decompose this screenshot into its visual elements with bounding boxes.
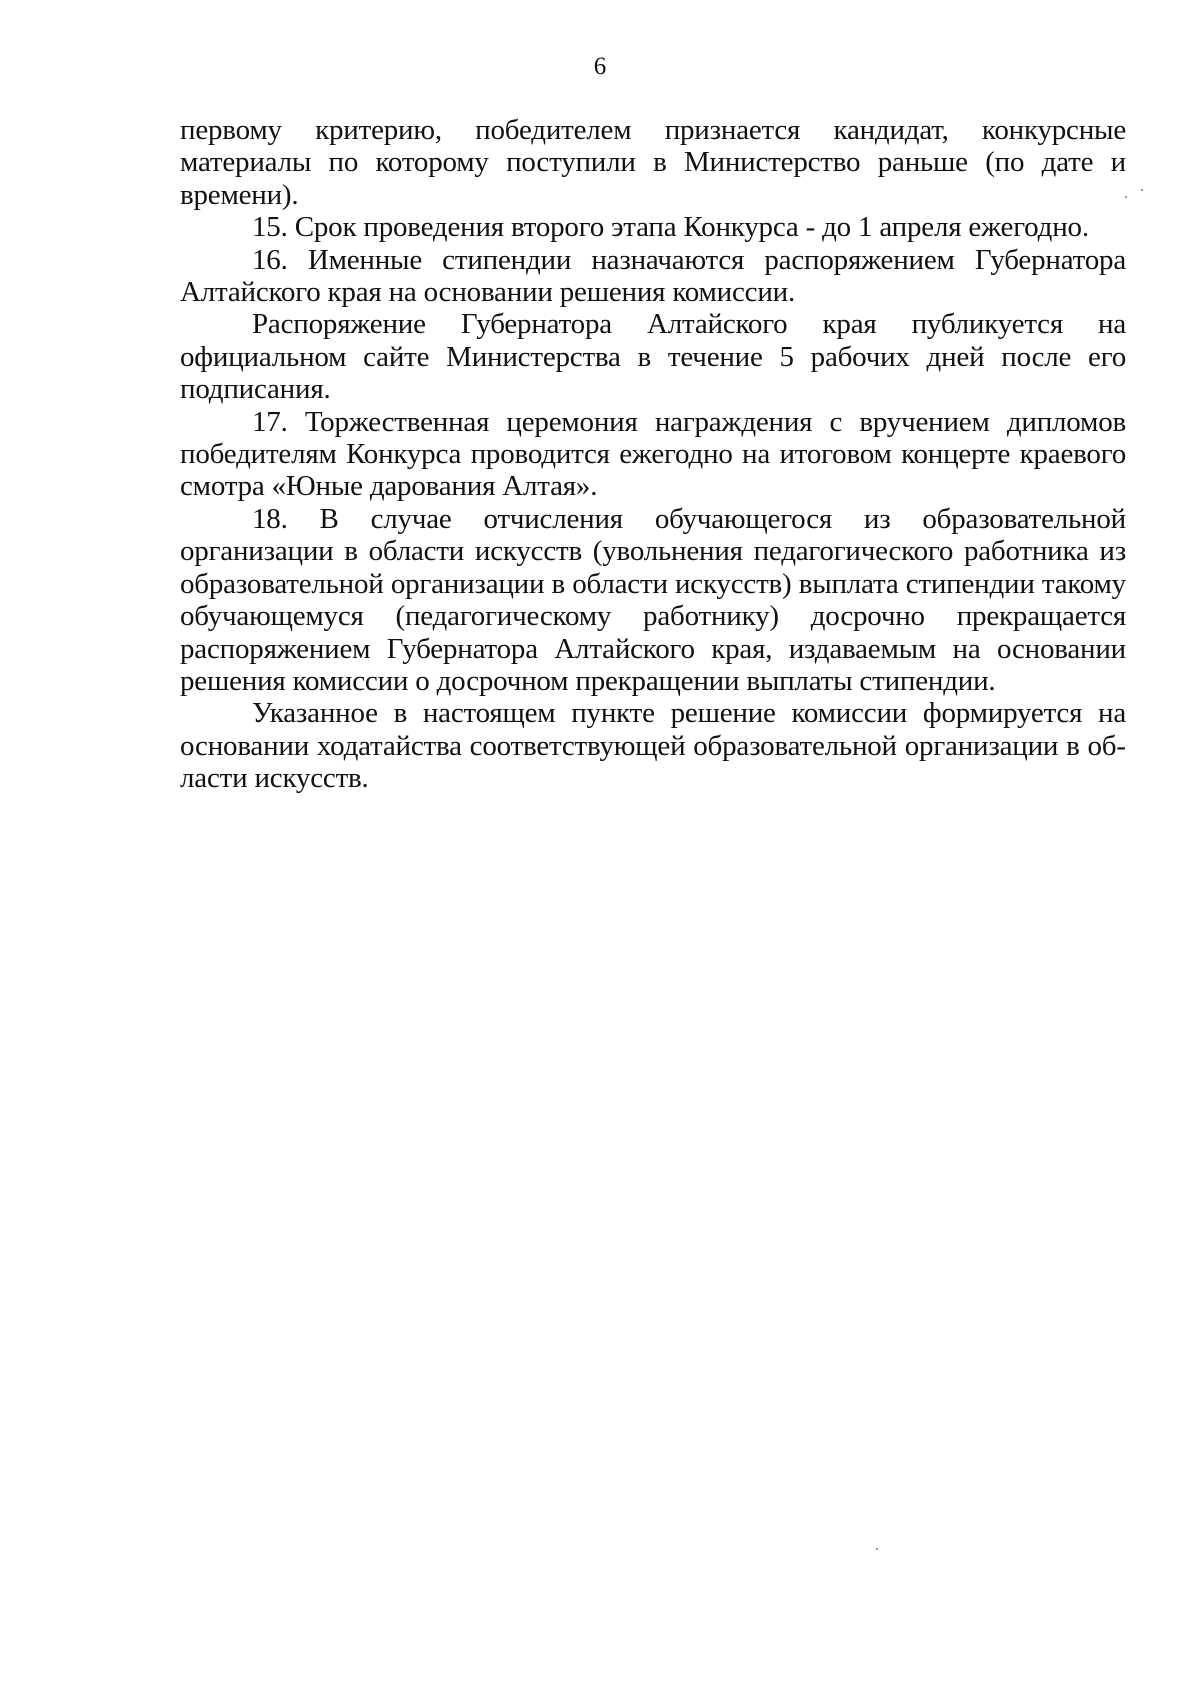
scan-speck [1141, 189, 1143, 191]
paragraph-item-18: 18. В случае отчисления обучающегося из образовательной организации в области искусств (увольнения педагогического работника из образовательной организации в области искусств) выплата стипендии такому обучающемуся (педагогическому работнику) досрочно прекращается распоряжением Губернатора Алтайского края, издаваемым на основании решения комиссии о досрочном прекращении выплаты стипендии. [180, 502, 1126, 697]
scan-speck [1125, 196, 1127, 198]
scan-speck [876, 1548, 878, 1550]
paragraph-criterion-continuation: первому критерию, победителем признается кандидат, конкурсные материалы по которому поступили в Министерство раньше (по дате и времени). [180, 114, 1126, 211]
paragraph-commission-decision: Указанное в настоящем пункте решение комиссии формируется на основании ходатайства соответствующей образовательной организации в области искусств. [180, 697, 1126, 795]
paragraph-governor-order-publication: Распоряжение Губернатора Алтайского края публикуется на официальном сайте Министерства в течение 5 рабочих дней после его подписания. [180, 308, 1126, 406]
page-number: 6 [593, 53, 607, 80]
document-body [180, 114, 1126, 795]
paragraph-item-15: 15. Срок проведения второго этапа Конкурса - до 1 апреля ежегодно. [252, 211, 1089, 244]
paragraph-item-16: 16. Именные стипендии назначаются распоряжением Губернатора Алтайского края на основании решения комиссии. [180, 243, 1126, 309]
paragraph-item-17: 17. Торжественная церемония награждения с вручением дипломов победителям Конкурса проводится ежегодно на итоговом концерте краевого смотра «Юные дарования Алтая». [180, 405, 1126, 503]
